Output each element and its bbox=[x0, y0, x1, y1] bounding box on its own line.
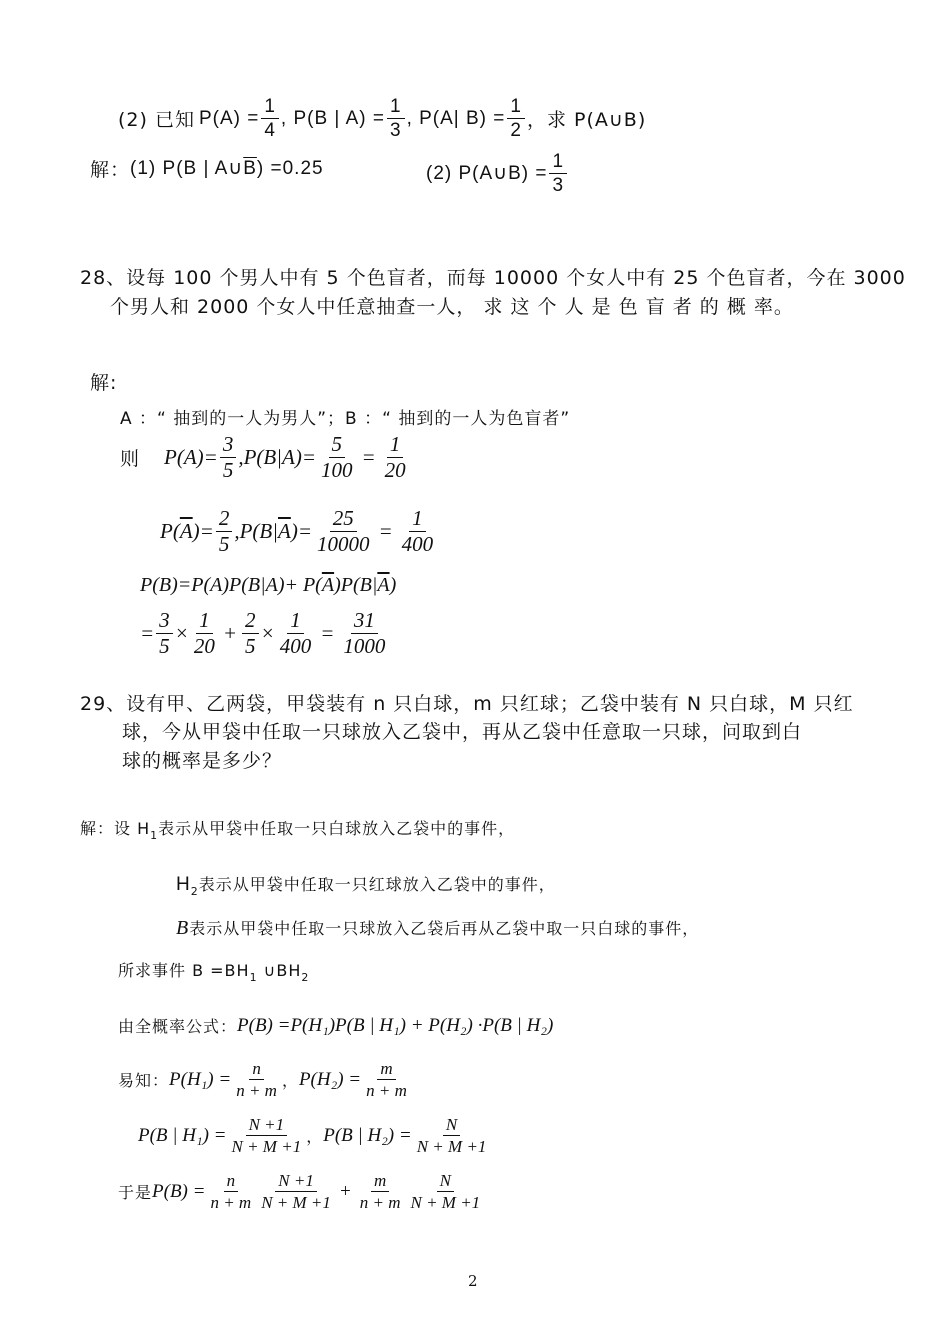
q28-f2-pa-frac bbox=[216, 508, 233, 555]
q29-sol-d: 所求事件 B =BH bbox=[118, 961, 250, 980]
q28-f3-c: ) bbox=[389, 574, 397, 596]
q29-r1-den: n + m bbox=[210, 1193, 252, 1212]
q29-sol-b-end: 表示从甲袋中任取一只红球放入乙袋中的事件， bbox=[198, 875, 556, 894]
q29-c2-den: N + M +1 bbox=[416, 1137, 487, 1156]
q27-sol2: (2) P(A∪B) = bbox=[426, 163, 548, 184]
q28-f2-pb-pre: ,P(B| bbox=[234, 519, 278, 543]
q27-sol1-bar: $\overline{B}$ bbox=[243, 157, 257, 179]
q28-formula4 bbox=[140, 610, 390, 657]
q28-f3-bar2: $\overline{A}$ bbox=[377, 574, 390, 596]
q27-solution-2 bbox=[426, 152, 569, 195]
q28-f2-result-frac bbox=[399, 508, 437, 555]
q28-f4-eq2: = bbox=[320, 621, 335, 645]
q28-f2-pb-den: 10000 bbox=[317, 532, 370, 556]
q28-f2-r-den: 400 bbox=[401, 532, 434, 556]
q28-f4-times2: × bbox=[260, 621, 275, 645]
q28-formula2 bbox=[160, 508, 438, 555]
q29-c-sep: ， bbox=[306, 1127, 324, 1146]
q29-c2-num: N bbox=[443, 1116, 460, 1136]
q28-f1-pa-frac bbox=[220, 434, 237, 481]
q27-pa-frac bbox=[261, 97, 279, 140]
q29-text-line1: 29、设有甲、乙两袋，甲袋装有 n 只白球，m 只红球；乙袋中装有 N 只白球，M 只红 bbox=[80, 693, 854, 715]
q28-f1-pba-den: 100 bbox=[321, 458, 353, 482]
q29-c1-num: N +1 bbox=[246, 1116, 288, 1136]
q28-f4-b-frac bbox=[191, 610, 218, 657]
q29-r2-frac bbox=[258, 1172, 334, 1211]
q27-sol1: (1) P(B | A∪ bbox=[130, 158, 244, 179]
q29-c1: P(B | H₁) = bbox=[138, 1124, 227, 1146]
q29-text-line3: 球的概率是多少？ bbox=[122, 750, 283, 772]
q27-solution-line bbox=[90, 155, 324, 182]
q29-sol-d-sub1: 1 bbox=[249, 971, 258, 984]
q28-f4-d-den: 400 bbox=[279, 634, 312, 658]
q29-e-sep: ， bbox=[281, 1071, 299, 1090]
q28-f4-c-frac bbox=[242, 610, 259, 657]
q28-f4-r-num: 31 bbox=[351, 610, 378, 634]
q29-sol-b-event bbox=[176, 916, 699, 940]
q28-text-line2: 个男人和 2000 个女人中任意抽查一人， 求 这 个 人 是 色 盲 者 的 概 率。 bbox=[110, 296, 794, 318]
q28-f4-result-frac bbox=[340, 610, 388, 657]
q28-f2-pa-den: 5 bbox=[218, 532, 230, 556]
q28-f4-c-num: 2 bbox=[242, 610, 259, 634]
q27-sol1-end: ) =0.25 bbox=[256, 157, 324, 179]
q29-r1-num: n bbox=[224, 1172, 239, 1192]
q28-f3-bar1: $\overline{A}$ bbox=[321, 574, 335, 596]
q29-e1: P(H₁) = bbox=[169, 1068, 232, 1090]
q29-easy-know bbox=[118, 1060, 412, 1099]
q27-sol2-den: 3 bbox=[552, 175, 565, 196]
q28-f1-pba-num: 5 bbox=[329, 434, 346, 458]
q27-pab-expr: , P(A| B) = bbox=[406, 107, 506, 129]
q29-sol-h1 bbox=[80, 816, 515, 842]
q27-pab-num: 1 bbox=[507, 97, 525, 119]
q29-r4-den: N + M +1 bbox=[410, 1193, 481, 1212]
q29-c1-frac bbox=[229, 1116, 305, 1155]
q29-r3-frac bbox=[357, 1172, 404, 1211]
q29-c2: P(B | H₂) = bbox=[323, 1124, 412, 1146]
q29-e2-frac bbox=[363, 1060, 410, 1099]
q29-total-prob bbox=[118, 1014, 553, 1037]
q28-formula1 bbox=[120, 434, 411, 481]
q28-f2-pb-bar: $\overline{A}$ bbox=[278, 519, 291, 543]
q29-total-label: 由全概率公式： bbox=[118, 1017, 238, 1036]
q28-f4-b-den: 20 bbox=[193, 634, 215, 658]
q27-pa-den: 4 bbox=[264, 120, 276, 141]
q28-f4-a-frac bbox=[156, 610, 173, 657]
q28-f3-b: )P(B| bbox=[334, 574, 378, 596]
q27-sol2-frac bbox=[549, 152, 567, 195]
q28-f2-pa-post: )= bbox=[192, 519, 214, 543]
q29-sol-d-sub2: 2 bbox=[301, 971, 310, 984]
q27-pba-expr: , P(B | A) = bbox=[280, 107, 385, 129]
q28-f3-a: P(B)=P(A)P(B|A)+ P( bbox=[140, 574, 322, 596]
q29-sol-h2 bbox=[176, 872, 556, 898]
q27-part2-label: (2) 已知 bbox=[118, 109, 195, 131]
q28-f4-c-den: 5 bbox=[245, 634, 256, 658]
q29-e1-frac bbox=[233, 1060, 280, 1099]
q28-formula3 bbox=[140, 574, 396, 597]
q28-f4-plus: + bbox=[222, 621, 238, 645]
q29-total-formula: P(B) =P(H₁)P(B | H₁) + P(H₂) ·P(B | H₂) bbox=[237, 1014, 554, 1036]
q28-f4-a-den: 5 bbox=[159, 634, 170, 658]
q28-sol-label: 解: bbox=[90, 372, 118, 394]
q28-f4-d-frac bbox=[277, 610, 315, 657]
q28-f2-eq: = bbox=[378, 519, 393, 543]
q29-e2: P(H₂) = bbox=[298, 1068, 362, 1090]
q28-f4-eq: = bbox=[140, 621, 155, 645]
q28-then: 则 bbox=[120, 448, 141, 470]
q28-f4-b-num: 1 bbox=[196, 610, 213, 634]
q27-pa-num: 1 bbox=[261, 97, 279, 119]
q27-sol2-num: 1 bbox=[549, 152, 567, 174]
q29-c2-frac bbox=[414, 1116, 490, 1155]
q28-f1-r-den: 20 bbox=[384, 458, 406, 482]
q29-sol-a: 解：设 H bbox=[80, 819, 151, 838]
q28-text-line1: 28、设每 100 个男人中有 5 个色盲者，而每 10000 个女人中有 25 个色盲者，今在 3000 bbox=[80, 267, 906, 289]
q29-sol-c: B bbox=[176, 917, 190, 939]
q28-f4-times1: × bbox=[174, 621, 189, 645]
q28-f1-pba-frac bbox=[318, 434, 356, 481]
q28-f4-a-num: 3 bbox=[156, 610, 173, 634]
q29-sol-a-sub: 1 bbox=[150, 829, 159, 842]
q29-res-pb: P(B) = bbox=[152, 1180, 206, 1202]
q29-r1-frac bbox=[207, 1172, 254, 1211]
q28-f2-pa-bar: $\overline{A}$ bbox=[179, 519, 193, 543]
q29-r2-den: N + M +1 bbox=[261, 1193, 331, 1212]
q28-f1-eq: = bbox=[361, 445, 376, 469]
q28-f4-d-num: 1 bbox=[287, 610, 304, 634]
q29-c1-den: N + M +1 bbox=[231, 1137, 302, 1156]
q29-sol-d-mid: ∪BH bbox=[257, 961, 302, 980]
q29-text-line2: 球，今从甲袋中任取一只球放入乙袋中，再从乙袋中任意取一只球，问取到白 bbox=[122, 721, 803, 743]
q28-f2-pb-num: 25 bbox=[330, 508, 357, 532]
q27-pba-den: 3 bbox=[389, 120, 402, 141]
q27-sol-label: 解： bbox=[90, 159, 131, 181]
q28-f1-pa-num: 3 bbox=[220, 434, 237, 458]
q28-f2-pb-post: )= bbox=[290, 519, 312, 543]
q27-pba-frac bbox=[387, 97, 405, 140]
q29-r3-num: m bbox=[371, 1172, 389, 1192]
q29-result bbox=[118, 1172, 485, 1211]
q29-sol-c-end: 表示从甲袋中任取一只球放入乙袋后再从乙袋中取一只白球的事件， bbox=[189, 919, 700, 938]
q27-part2-line bbox=[118, 97, 646, 140]
q28-f1-result-frac bbox=[382, 434, 409, 481]
q28-f1-r-num: 1 bbox=[387, 434, 404, 458]
q29-r4-frac bbox=[407, 1172, 483, 1211]
q29-r3-den: n + m bbox=[359, 1193, 401, 1212]
q29-e1-num: n bbox=[249, 1060, 264, 1080]
q29-sol-b-sub: 2 bbox=[190, 885, 199, 898]
q28-f2-pa-num: 2 bbox=[216, 508, 233, 532]
q28-f1-pba: ,P(B|A)= bbox=[238, 445, 316, 469]
q28-f2-pb-frac bbox=[314, 508, 373, 555]
q29-r4-num: N bbox=[437, 1172, 454, 1192]
q29-conditionals bbox=[138, 1116, 491, 1155]
q28-f4-r-den: 1000 bbox=[343, 634, 386, 658]
q28-f1-pa-den: 5 bbox=[222, 458, 234, 482]
q27-pa-expr: P(A) = bbox=[198, 107, 260, 129]
q28-f1-pa: P(A)= bbox=[164, 445, 218, 469]
q29-e2-den: n + m bbox=[366, 1081, 407, 1100]
q29-sol-event-union bbox=[118, 958, 309, 984]
q29-e1-den: n + m bbox=[236, 1081, 277, 1100]
q28-events: A ：“ 抽到的一人为男人”；B ：“ 抽到的一人为色盲者” bbox=[120, 409, 571, 429]
q27-pab-frac bbox=[507, 97, 525, 140]
q28-f2-pa-pre: P( bbox=[160, 519, 180, 543]
q29-easy-label: 易知： bbox=[118, 1071, 170, 1090]
q29-r2-num: N +1 bbox=[275, 1172, 317, 1192]
q29-res-label: 于是 bbox=[118, 1183, 153, 1202]
q29-sol-a-end: 表示从甲袋中任取一只白球放入乙袋中的事件， bbox=[158, 819, 516, 838]
q28-f2-r-num: 1 bbox=[409, 508, 426, 532]
q27-ask: ，求 P(A∪B) bbox=[526, 109, 647, 131]
q27-pab-den: 2 bbox=[510, 120, 522, 141]
q27-pba-num: 1 bbox=[387, 97, 405, 119]
q29-r-plus: + bbox=[338, 1180, 352, 1202]
q29-e2-num: m bbox=[377, 1060, 395, 1080]
q29-sol-b: H bbox=[176, 874, 191, 895]
page-number: 2 bbox=[468, 1272, 478, 1290]
